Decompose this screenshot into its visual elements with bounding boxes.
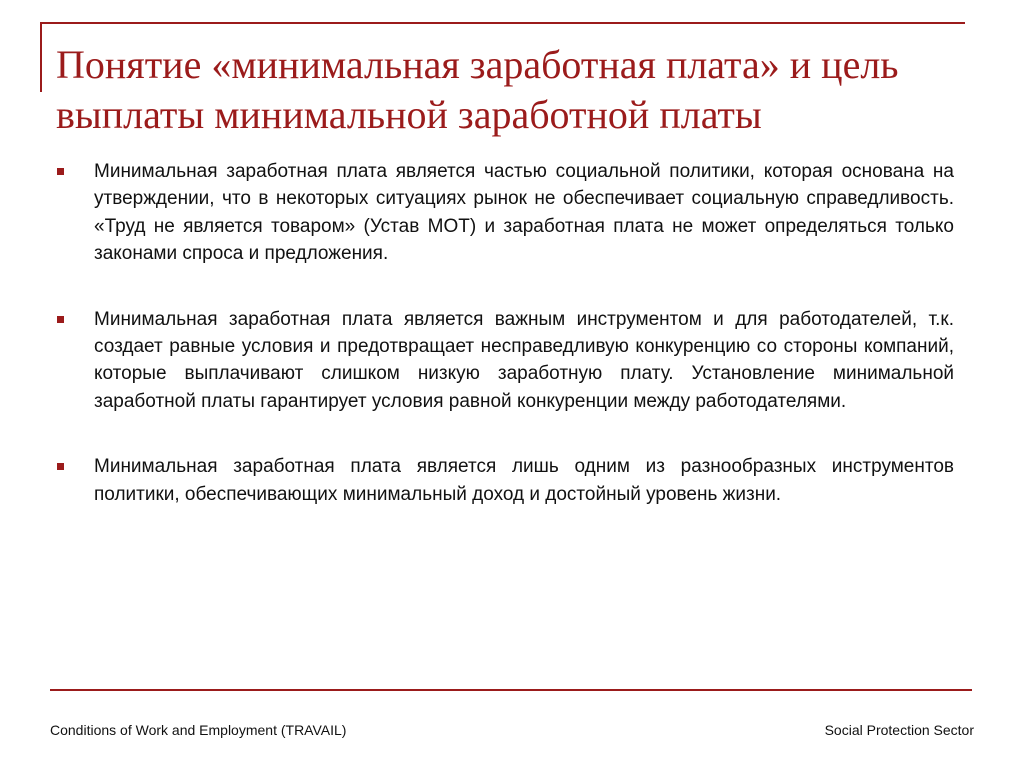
- footer-rule: [50, 689, 972, 691]
- bullet-text: Минимальная заработная плата является частью социальной политики, которая основана на утверждении, что в некоторых ситуациях рынок не обеспечивает социальную справедливость. «Труд не является товаром» (Устав МОТ) и заработная плата не может определяться только законами спроса и предложения.: [94, 161, 954, 265]
- bullet-text: Минимальная заработная плата является важным инструментом и для работодателей, т.к. создает равные условия и предотвращает несправедливую конкуренцию со стороны компаний, которые выплачивают слишком низкую заработную плату. Установление минимальной заработной платы гарантирует условия равной конкуренции между работодателями.: [94, 308, 954, 412]
- square-bullet-icon: [57, 168, 64, 175]
- bullet-item-social-policy: [50, 158, 954, 268]
- bullet-text: Минимальная заработная плата является лишь одним из разнообразных инструментов политики, обеспечивающих минимальный доход и достойный уровень жизни.: [94, 456, 954, 505]
- footer-right-text: Social Protection Sector: [824, 722, 974, 738]
- title-left-rule: [40, 22, 42, 92]
- title-top-rule: [40, 22, 965, 24]
- bullet-item-policy-instruments: [50, 453, 954, 508]
- bullet-item-employers: [50, 306, 954, 416]
- footer-left-text: Conditions of Work and Employment (TRAVAIL): [50, 722, 347, 738]
- slide-title: Понятие «минимальная заработная плата» и цель выплаты минимальной заработной платы: [56, 42, 899, 137]
- bullet-list: [50, 158, 954, 546]
- square-bullet-icon: [57, 463, 64, 470]
- square-bullet-icon: [57, 316, 64, 323]
